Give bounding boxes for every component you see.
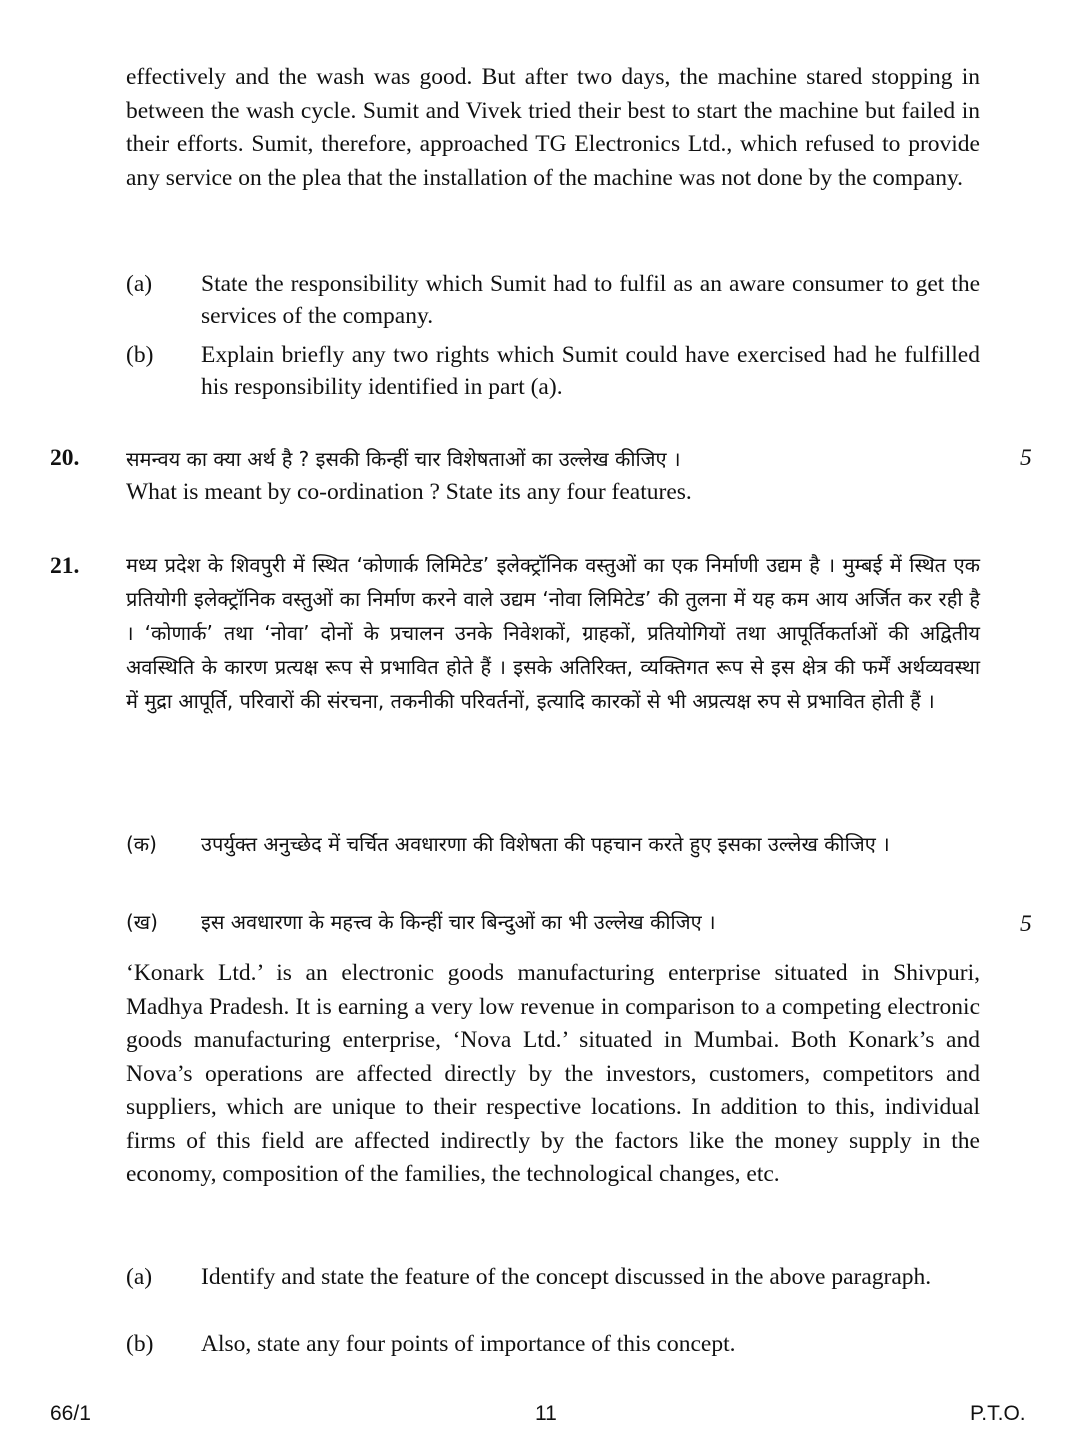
q19-part-a-text: State the responsibility which Sumit had to fulfil as an aware consumer to get the services of the company. — [201, 271, 980, 329]
q21-hindi-part-ka-text: उपर्युक्त अनुच्छेद में चर्चित अवधारणा की विशेषता की पहचान करते हुए इसका उल्लेख कीजिए । — [201, 832, 890, 856]
q21-number: 21. — [50, 553, 80, 579]
q21-hindi-part-ka — [126, 828, 980, 861]
q21-english-part-a — [126, 1262, 980, 1294]
q21-english-part-a-text: Identify and state the feature of the concept discussed in the above paragraph. — [201, 1264, 932, 1290]
q21-english-part-b-text: Also, state any four points of importance of this concept. — [201, 1331, 736, 1357]
q19-paragraph: effectively and the wash was good. But after two days, the machine stared stopping in between the wash cycle. Sumit and Vivek tried their best to start the machine but failed in their efforts. Sumit, therefore, approached TG Electronics Ltd., which refused to provide any service on the plea that the installation of the machine was not done by the company. — [126, 64, 980, 191]
q21-english-paragraph: ‘Konark Ltd.’ is an electronic goods manufacturing enterprise situated in Shivpuri, Madhya Pradesh. It is earning a very low revenue in comparison to a competing electronic goods manufacturing enterprise, ‘Nova Ltd.’ situated in Mumbai. Both Konark’s and Nova’s operations are affected directly by the investors, customers, competitors and suppliers, which are unique to their respective locations. In addition to this, individual firms of this field are affected indirectly by the factors like the money supply in the economy, composition of the families, the technological changes, etc. — [126, 960, 980, 1187]
footer-page-number: 11 — [535, 1402, 557, 1425]
q19-part-b-label: (b) — [126, 342, 154, 368]
q21-hindi-part-kha — [126, 906, 980, 939]
q21-hindi-paragraph: मध्य प्रदेश के शिवपुरी में स्थित ‘कोणार्क लिमिटेड’ इलेक्ट्रॉनिक वस्तुओं का एक निर्माणी उद्यम है । मुम्बई में स्थित एक प्रतियोगी इलेक्ट्रॉनिक वस्तुओं का निर्माण करने वाले उद्यम ‘नोवा लिमिटेड’ की तुलना में यह कम आय अर्जित कर रही है । ‘कोणार्क’ तथा ‘नोवा’ दोनों के प्रचालन उनके निवेशकों, ग्राहकों, प्रतियोगियों तथा आपूर्तिकर्ताओं की अद्वितीय अवस्थिति के कारण प्रत्यक्ष रूप से प्रभावित होते हैं । इसके अतिरिक्त, व्यक्तिगत रूप से इस क्षेत्र की फर्में अर्थव्यवस्था में मुद्रा आपूर्ति, परिवारों की संरचना, तकनीकी परिवर्तनों, इत्यादि कारकों से भी अप्रत्यक्ष रुप से प्रभावित होती हैं । — [126, 553, 980, 713]
q19-part-a — [126, 269, 980, 332]
q19-part-a-label: (a) — [126, 271, 153, 297]
q19-part-b-text: Explain briefly any two rights which Sumit could have exercised had he fulfilled his responsibility identified in part (a). — [201, 342, 980, 400]
q21-hindi-part-ka-label: (क) — [126, 832, 157, 856]
q20-hindi: समन्वय का क्या अर्थ है ? इसकी किन्हीं चार विशेषताओं का उल्लेख कीजिए । — [126, 447, 681, 471]
q21-hindi-part-kha-text: इस अवधारणा के महत्त्व के किन्हीं चार बिन्दुओं का भी उल्लेख कीजिए । — [201, 910, 716, 934]
q21-english-part-b-label: (b) — [126, 1331, 154, 1357]
q20-marks: 5 — [1020, 445, 1032, 471]
footer-paper-code: 66/1 — [50, 1402, 91, 1425]
q20-number: 20. — [50, 445, 80, 471]
q21-hindi-part-kha-label: (ख) — [126, 910, 158, 934]
footer-pto: P.T.O. — [970, 1402, 1026, 1425]
q21-marks: 5 — [1020, 911, 1032, 937]
q19-part-b — [126, 340, 980, 403]
q21-english-part-b — [126, 1329, 980, 1361]
q20-english: What is meant by co-ordination ? State its any four features. — [126, 479, 692, 505]
q21-english-part-a-label: (a) — [126, 1264, 153, 1290]
